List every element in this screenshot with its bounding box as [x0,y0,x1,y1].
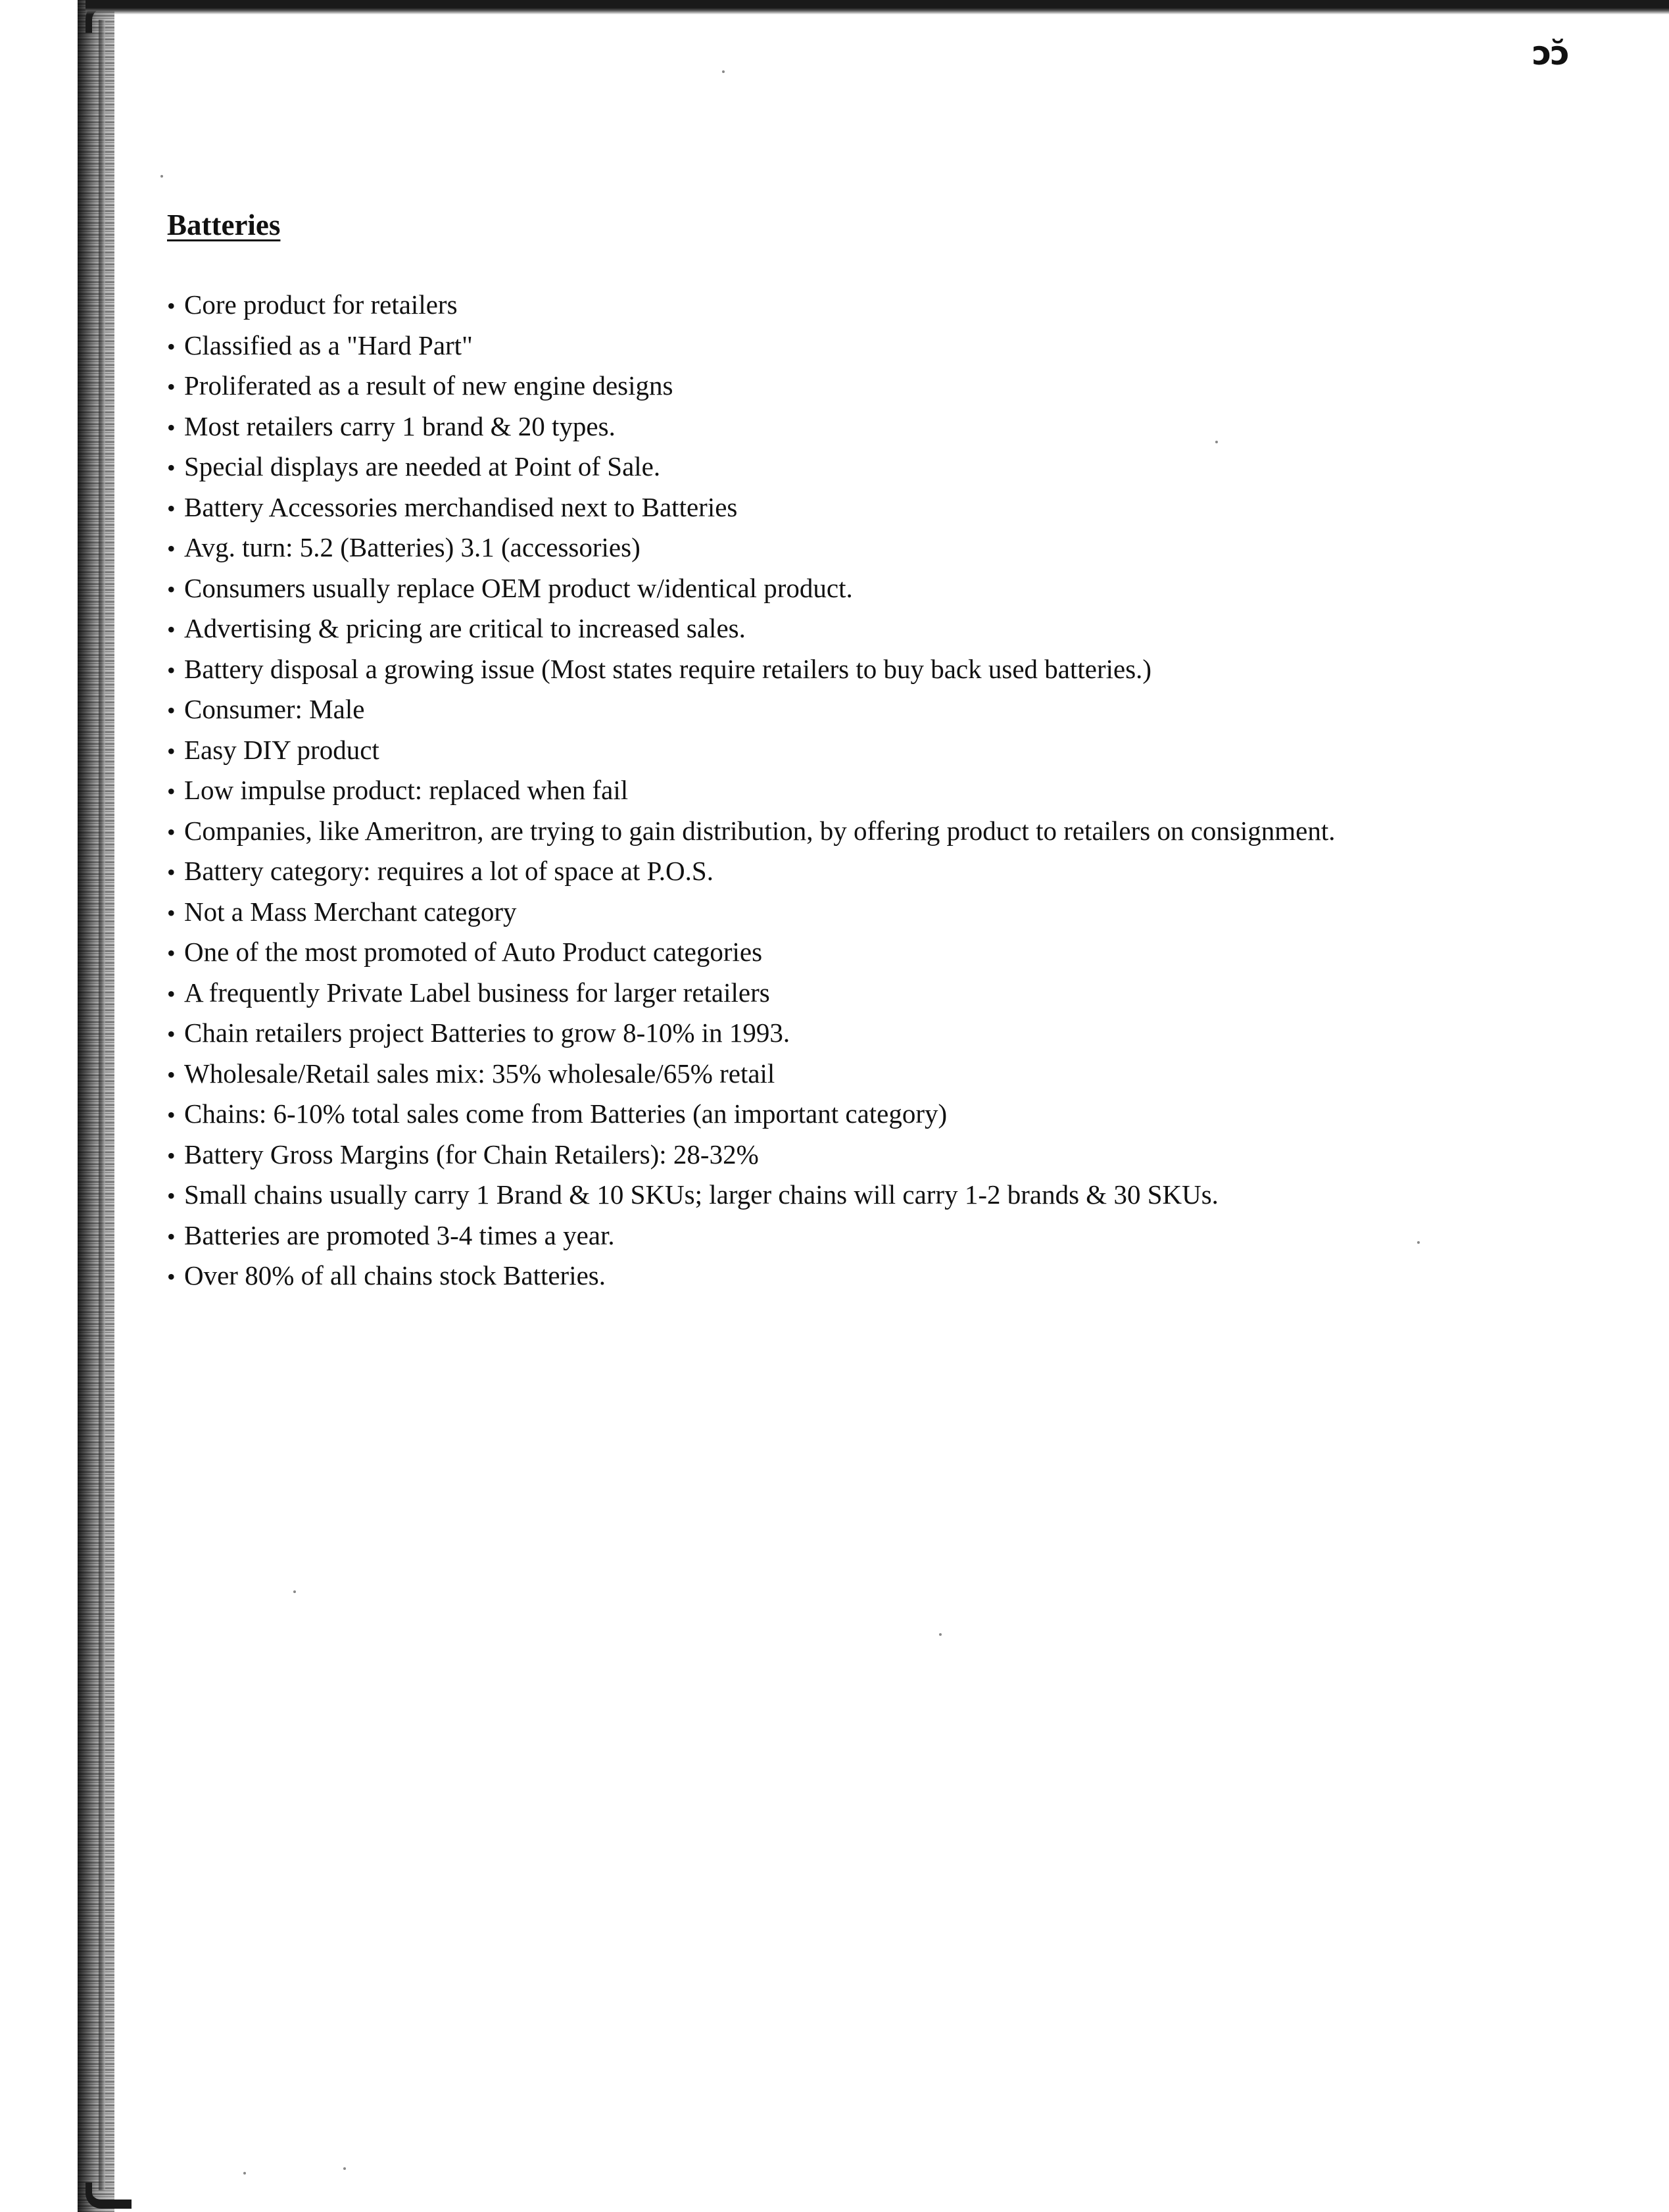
list-item-text: Companies, like Ameritron, are trying to gain distribution, by offering product to retailers on consignment. [184,815,1336,846]
bullet-icon: • [167,940,176,966]
list-item-text: Classified as a "Hard Part" [184,330,473,360]
bullet-icon: • [167,818,176,845]
list-item [167,487,1633,528]
list-item [167,730,1633,771]
bullet-icon: • [167,737,176,764]
list-item-text: Not a Mass Merchant category [184,896,517,927]
list-item-text: Consumers usually replace OEM product w/identical product. [184,572,853,603]
bullet-icon: • [167,1061,176,1088]
list-item [167,811,1633,852]
list-item [167,770,1633,811]
bullet-list [167,285,1633,1296]
bullet-icon: • [167,656,176,683]
list-item [167,1256,1633,1296]
top-border-rule [85,0,1669,14]
list-item [167,973,1633,1014]
list-item-text: Chains: 6-10% total sales come from Batteries (an important category) [184,1098,948,1129]
list-item [167,1175,1633,1216]
binding-shadow [99,20,105,2190]
bullet-icon: • [167,374,176,400]
bullet-icon: • [167,1142,176,1169]
list-item [167,1094,1633,1135]
list-item-text: Proliferated as a result of new engine designs [184,370,673,401]
list-item [167,608,1633,649]
list-item-text: A frequently Private Label business for larger retailers [184,977,770,1008]
bullet-icon: • [167,1021,176,1047]
scan-speck [293,1590,296,1593]
list-item-text: Avg. turn: 5.2 (Batteries) 3.1 (accessories) [184,532,641,562]
list-item-text: Small chains usually carry 1 Brand & 10 SKUs; larger chains will carry 1-2 brands & 30 SKUs. [184,1179,1219,1210]
list-item-text: Low impulse product: replaced when fail [184,775,629,805]
bullet-icon: • [167,535,176,562]
scan-speck [1215,441,1218,443]
bullet-icon: • [167,1264,176,1290]
binding-edge [78,0,114,2212]
list-item-text: Chain retailers project Batteries to grow 8-10% in 1993. [184,1018,790,1048]
list-item [167,285,1633,326]
list-item [167,1216,1633,1256]
binding-bottom-hook [85,2182,132,2209]
list-item-text: One of the most promoted of Auto Product categories [184,937,763,967]
page-number: ɔɔ̆ [1532,34,1569,72]
list-item-text: Wholesale/Retail sales mix: 35% wholesale/65% retail [184,1058,775,1089]
list-item [167,1135,1633,1175]
scan-speck [1417,1241,1420,1244]
bullet-icon: • [167,333,176,360]
list-item [167,528,1633,568]
bullet-icon: • [167,293,176,319]
list-item [167,1013,1633,1054]
bullet-icon: • [167,616,176,643]
list-item-text: Easy DIY product [184,734,379,765]
scan-speck [722,70,725,73]
list-item [167,1054,1633,1094]
list-item [167,689,1633,730]
scan-speck [343,2167,346,2170]
bullet-icon: • [167,455,176,481]
list-item-text: Battery Gross Margins (for Chain Retailers): 28-32% [184,1139,759,1169]
list-item-text: Core product for retailers [184,289,458,320]
list-item-text: Battery disposal a growing issue (Most states require retailers to buy back used batteries.) [184,653,1152,684]
list-item-text: Battery Accessories merchandised next to Batteries [184,491,738,522]
bullet-icon: • [167,414,176,441]
bullet-icon: • [167,899,176,926]
bullet-icon: • [167,1223,176,1250]
list-item [167,366,1633,406]
list-item [167,649,1633,690]
bullet-icon: • [167,576,176,602]
bullet-icon: • [167,778,176,804]
list-item-text: Most retailers carry 1 brand & 20 types. [184,410,616,441]
list-item [167,326,1633,366]
bullet-icon: • [167,980,176,1007]
list-item [167,851,1633,892]
scan-speck [243,2172,246,2175]
list-item [167,932,1633,973]
scan-speck [160,175,163,178]
list-item-text: Consumer: Male [184,694,365,724]
list-item-text: Advertising & pricing are critical to increased sales. [184,613,746,643]
list-item [167,447,1633,487]
section-title: Batteries [167,209,281,241]
list-item-text: Special displays are needed at Point of Sale. [184,451,661,481]
bullet-icon: • [167,1183,176,1209]
list-item [167,892,1633,933]
bullet-icon: • [167,495,176,522]
bullet-icon: • [167,859,176,885]
list-item [167,406,1633,447]
list-item-text: Over 80% of all chains stock Batteries. [184,1260,606,1290]
list-item [167,568,1633,609]
list-item-text: Batteries are promoted 3-4 times a year. [184,1219,615,1250]
list-item-text: Battery category: requires a lot of space at P.O.S. [184,856,714,886]
bullet-icon: • [167,1102,176,1128]
scan-speck [939,1633,942,1636]
bullet-icon: • [167,697,176,724]
